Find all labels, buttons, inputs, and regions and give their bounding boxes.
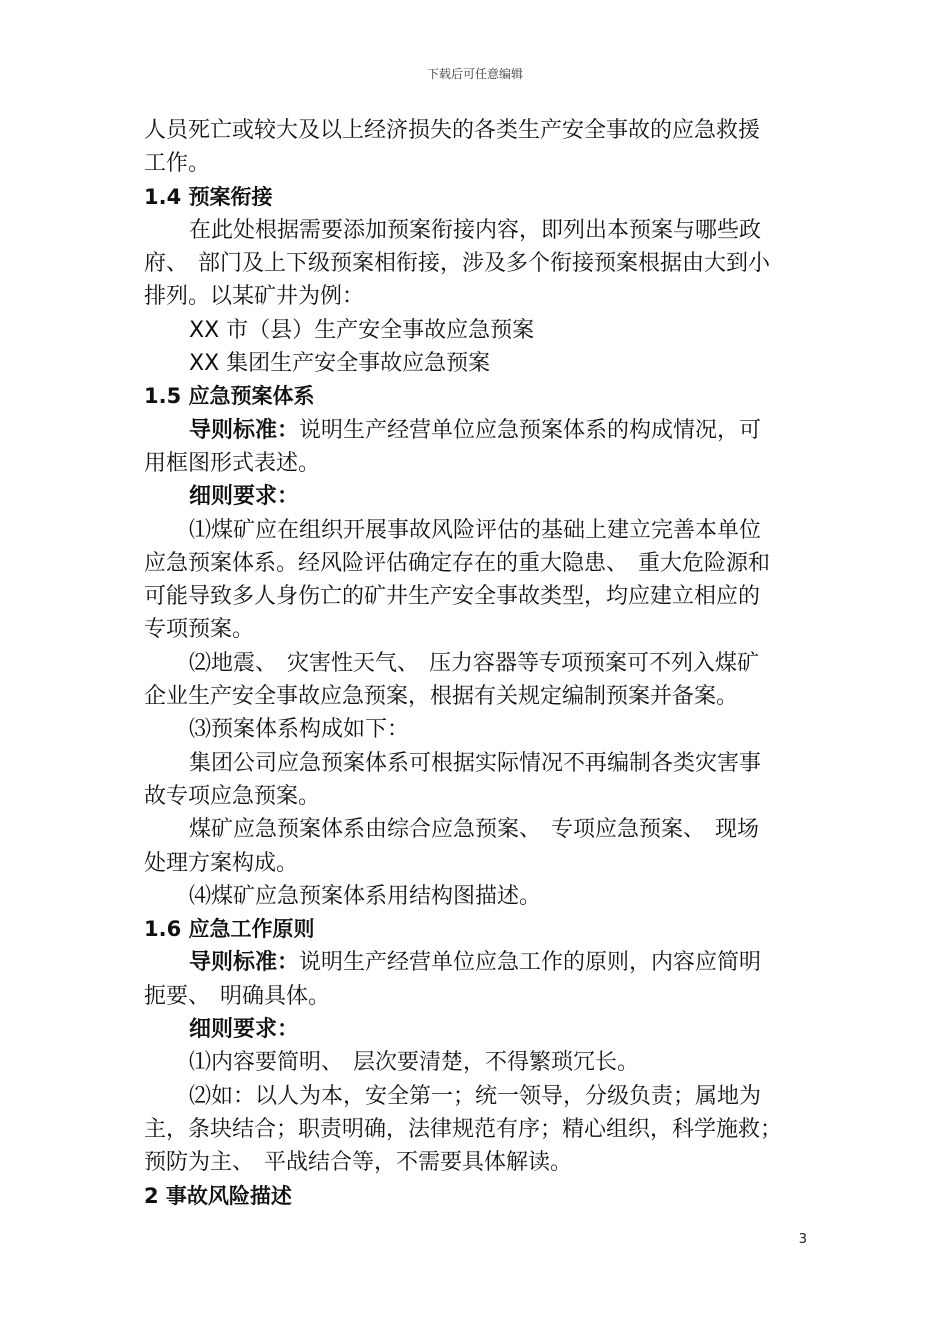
text-run: 企业生产安全事故应急预案，根据有关规定编制预案并备案。 (144, 684, 739, 710)
text-run: XX 集团生产安全事故应急预案 (189, 351, 491, 377)
text-run: 可能导致多人身伤亡的矿井生产安全事故类型，均应建立相应的 (144, 584, 761, 610)
section-heading-1-6 (144, 913, 810, 946)
text-run: 煤矿应急预案体系由综合应急预案、 (189, 817, 542, 843)
paragraph-line (144, 447, 810, 480)
text-run: 重大危险源和 (638, 550, 771, 576)
paragraph-line (144, 414, 810, 447)
paragraph-line (144, 1046, 810, 1079)
paragraph-line (144, 647, 810, 680)
text-run: ⑵地震、 (189, 650, 278, 676)
text-run: 明确具体。 (220, 983, 331, 1009)
text-run: ⑴内容要简明、 (189, 1050, 344, 1076)
text-run: 平战结合等，不需要具体解读。 (264, 1150, 573, 1176)
paragraph-line (144, 813, 810, 846)
paragraph-line (144, 147, 810, 180)
paragraph-line (144, 1146, 810, 1179)
plan-list-item (144, 347, 810, 380)
paragraph-line (144, 880, 810, 913)
guideline-label: 导则标准： (189, 417, 300, 443)
paragraph-line (144, 1080, 810, 1113)
page-number: 3 (798, 1232, 807, 1247)
text-run: 应急预案体系。经风险评估确定存在的重大隐患、 (144, 550, 629, 576)
text-run: 灾害性天气、 (287, 650, 420, 676)
paragraph-line (144, 847, 810, 880)
guideline-label: 导则标准： (189, 950, 300, 976)
text-run: ⑷煤矿应急预案体系用结构图描述。 (189, 883, 542, 909)
requirements-label-line (144, 1013, 810, 1046)
section-heading-1-4 (144, 181, 810, 214)
heading-text: 1.5 应急预案体系 (144, 384, 315, 409)
heading-text: 1.6 应急工作原则 (144, 917, 315, 942)
text-run: 说明生产经营单位应急工作的原则，内容应简明 (299, 950, 762, 976)
paragraph-line (144, 514, 810, 547)
text-run: 现场 (715, 817, 760, 843)
text-run: 人员死亡或较大及以上经济损失的各类生产安全事故的应急救援 (144, 118, 761, 143)
text-run: 扼要、 (144, 983, 211, 1009)
paragraph-line (144, 613, 810, 646)
text-run: 处理方案构成。 (144, 850, 299, 876)
plan-list-item (144, 314, 810, 347)
page-header: 下载后可任意编辑 (426, 67, 523, 81)
text-run: 用框图形式表述。 (144, 450, 321, 476)
text-run: 预防为主、 (144, 1150, 255, 1176)
paragraph-line (144, 280, 810, 313)
heading-text: 1.4 预案衔接 (144, 184, 273, 209)
paragraph-line (144, 247, 810, 280)
paragraph-line (144, 1113, 810, 1146)
paragraph-line (144, 580, 810, 613)
text-run: 集团公司应急预案体系可根据实际情况不再编制各类灾害事 (189, 750, 762, 776)
text-run: 层次要清楚，不得繁琐冗长。 (353, 1050, 640, 1076)
text-run: 排列。以某矿井为例： (144, 284, 365, 310)
section-heading-1-5 (144, 380, 810, 413)
text-run: 在此处根据需要添加预案衔接内容，即列出本预案与哪些政 (189, 217, 762, 243)
text-run: 专项应急预案、 (551, 817, 706, 843)
text-run: 主，条块结合；职责明确，法律规范有序；精心组织，科学施救； (144, 1116, 783, 1142)
text-run: XX 市（县）生产安全事故应急预案 (189, 317, 535, 343)
requirements-label: 细则要求： (189, 484, 300, 510)
paragraph-line (144, 980, 810, 1013)
section-heading-2 (144, 1180, 810, 1213)
paragraph-line (144, 680, 810, 713)
paragraph-line (144, 780, 810, 813)
paragraph-line (144, 713, 810, 746)
text-run: 部门及上下级预案相衔接，涉及多个衔接预案根据由大到小 (198, 251, 771, 277)
text-run: ⑶预案体系构成如下： (189, 717, 410, 743)
text-run: 故专项应急预案。 (144, 783, 321, 809)
text-run: 压力容器等专项预案可不列入煤矿 (429, 650, 760, 676)
text-run: 府、 (144, 251, 189, 277)
paragraph-line (144, 214, 810, 247)
document-body (144, 114, 810, 1213)
paragraph-line (144, 747, 810, 780)
heading-text: 2 事故风险描述 (144, 1183, 292, 1208)
requirements-label: 细则要求： (189, 1017, 300, 1043)
requirements-label-line (144, 480, 810, 513)
text-run: 专项预案。 (144, 617, 255, 643)
text-run: 工作。 (144, 151, 211, 177)
text-run: ⑵如：以人为本，安全第一；统一领导，分级负责；属地为 (189, 1083, 762, 1109)
paragraph-line (144, 114, 810, 147)
text-run: ⑴煤矿应在组织开展事故风险评估的基础上建立完善本单位 (189, 517, 762, 543)
paragraph-line (144, 547, 810, 580)
text-run: 说明生产经营单位应急预案体系的构成情况，可 (299, 417, 762, 443)
paragraph-line (144, 946, 810, 979)
